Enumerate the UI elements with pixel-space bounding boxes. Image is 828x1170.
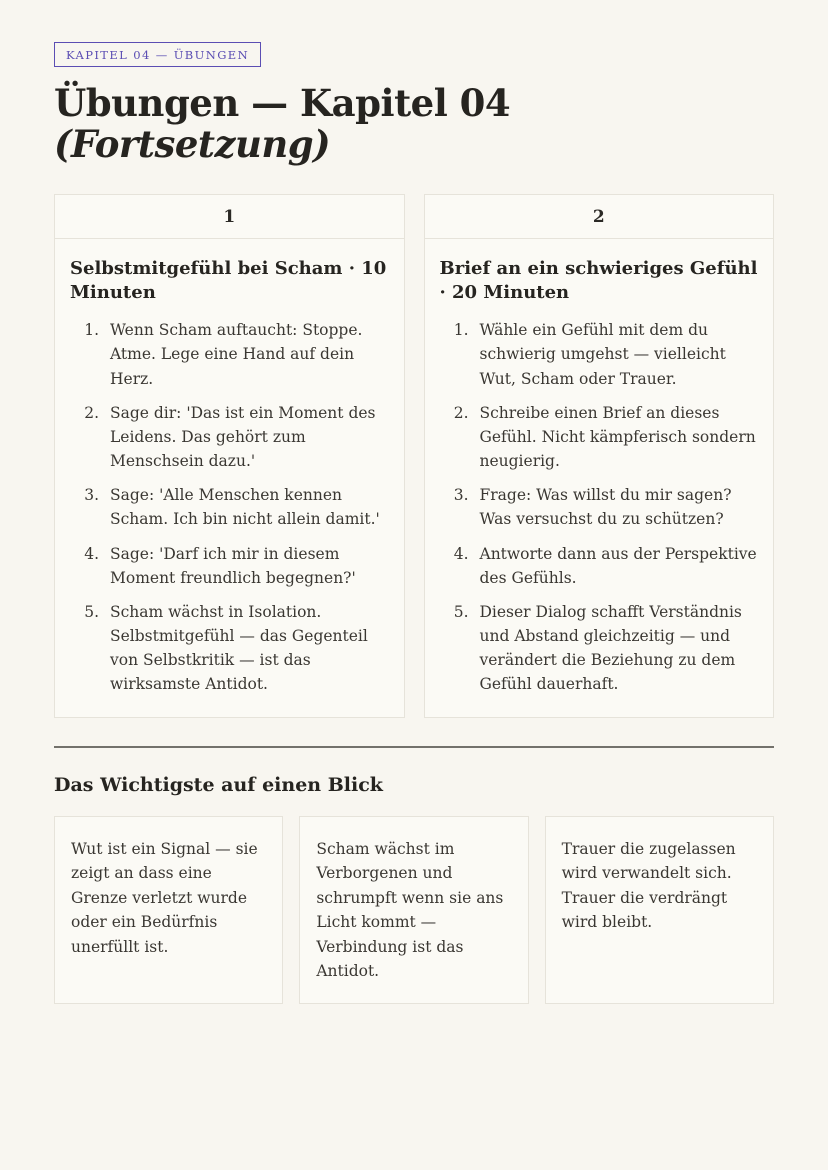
exercise-step: 2. Sage dir: 'Das ist ein Moment des Leidens. Das gehört zum Menschsein dazu.': [104, 401, 389, 474]
exercise-step: 4. Antworte dann aus der Perspektive des Gefühls.: [474, 542, 759, 590]
summary-card-trauer: Trauer die zugelassen wird verwandelt sich. Trauer die verdrängt wird bleibt.: [545, 816, 774, 1005]
page-title-main: Übungen — Kapitel 04: [54, 81, 511, 125]
exercise-step: 4. Sage: 'Darf ich mir in diesem Moment freundlich begegnen?': [104, 542, 389, 590]
exercise-card-2: [424, 194, 775, 717]
exercise-step: 5. Scham wächst in Isolation. Selbstmitgefühl — das Gegenteil von Selbstkritik — ist das wirksamste Antidot.: [104, 600, 389, 697]
summary-card-wut: Wut ist ein Signal — sie zeigt an dass eine Grenze verletzt wurde oder ein Bedürfnis unerfüllt ist.: [54, 816, 283, 1005]
exercise-step: 2. Schreibe einen Brief an dieses Gefühl. Nicht kämpferisch sondern neugierig.: [474, 401, 759, 474]
page-title: [54, 83, 774, 164]
section-divider: [54, 746, 774, 748]
exercise-title: Brief an ein schwieriges Gefühl · 20 Minuten: [439, 258, 758, 303]
exercise-step: 3. Sage: 'Alle Menschen kennen Scham. Ich bin nicht allein damit.': [104, 483, 389, 531]
exercise-step: 3. Frage: Was willst du mir sagen? Was versuchst du zu schützen?: [474, 483, 759, 531]
exercise-card-1: [54, 194, 405, 717]
exercise-step: 5. Dieser Dialog schafft Verständnis und Abstand gleichzeitig — und verändert die Beziehung zu dem Gefühl dauerhaft.: [474, 600, 759, 697]
exercise-card-body: [55, 239, 404, 716]
summary-card-scham: Scham wächst im Verborgenen und schrumpft wenn sie ans Licht kommt — Verbindung ist das Antidot.: [299, 816, 528, 1005]
chapter-badge: KAPITEL 04 — ÜBUNGEN: [54, 42, 261, 67]
exercise-steps-list: [440, 318, 759, 696]
exercise-number: 1: [55, 195, 404, 239]
exercise-title: Selbstmitgefühl bei Scham · 10 Minuten: [70, 258, 387, 303]
exercise-cards-row: [54, 194, 774, 717]
exercise-step: 1. Wähle ein Gefühl mit dem du schwierig umgehst — vielleicht Wut, Scham oder Trauer.: [474, 318, 759, 391]
exercise-step: 1. Wenn Scham auftaucht: Stoppe. Atme. Lege eine Hand auf dein Herz.: [104, 318, 389, 391]
exercise-card-body: [425, 239, 774, 716]
summary-heading: Das Wichtigste auf einen Blick: [54, 773, 383, 796]
exercise-steps-list: [70, 318, 389, 696]
exercise-number: 2: [425, 195, 774, 239]
page-title-italic: (Fortsetzung): [54, 121, 331, 166]
summary-cards-row: [54, 816, 774, 1005]
